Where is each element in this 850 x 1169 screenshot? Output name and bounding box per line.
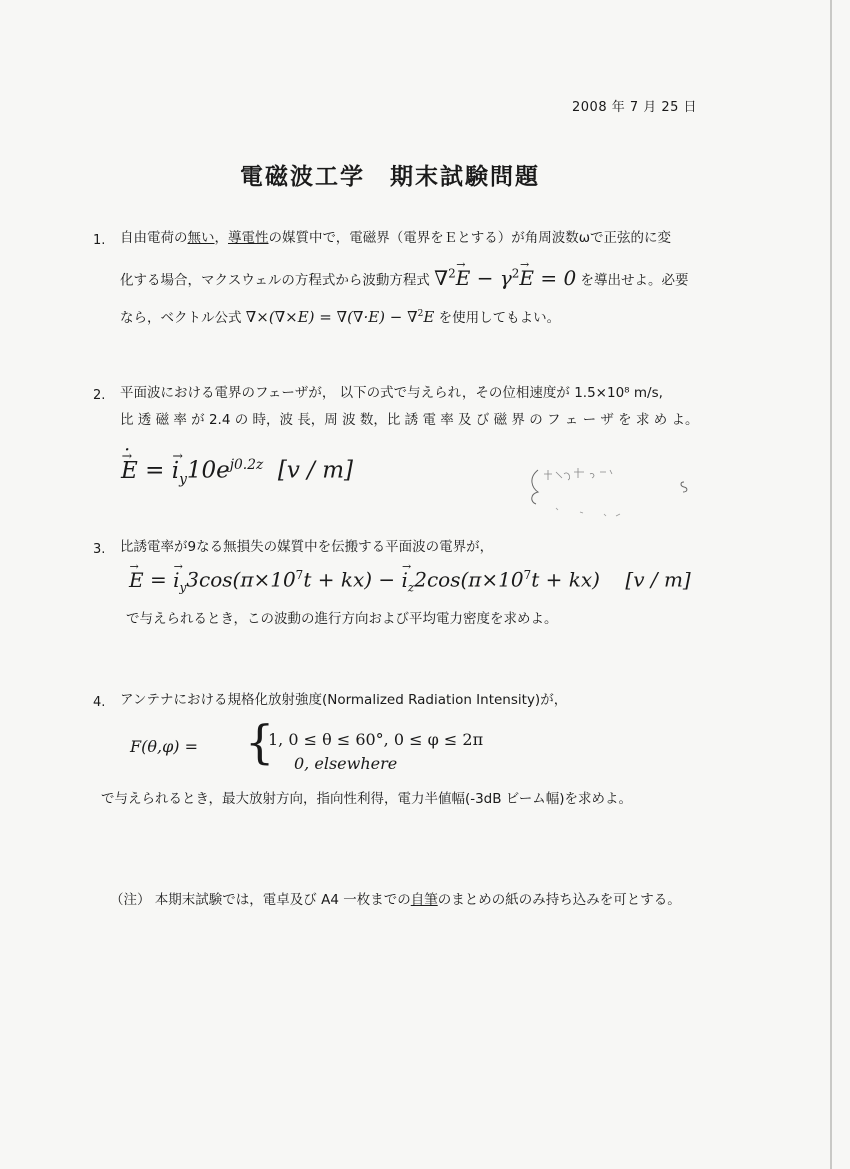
question-line: で与えられるとき，最大放射方向，指向性利得，電力半値幅(-3dB ビーム幅)を求めよ。 [101,791,633,807]
case-one: 1, 0 ≤ θ ≤ 60°, 0 ≤ φ ≤ 2π [268,730,484,749]
radiation-intensity-function [130,715,510,788]
electric-field-equation: → E = → $i_y3\cos(\pi\times 10^7t + kx)$ − → $i_z2\cos(\pi\times 10^7t + kx)$ [v / m] [129,569,691,594]
function-label: F(θ,φ) = [130,737,198,756]
exam-note: （注） 本期末試験では，電卓及び A4 一枚までの自筆のまとめの紙のみ持ち込みを可とする。 [110,892,681,908]
question-number: 3. [93,542,106,557]
page-title: 電磁波工学 期末試験問題 [240,164,540,190]
question-line: アンテナにおける規格化放射強度(Normalized Radiation Intensity)が， [120,692,568,708]
question-number: 2. [93,388,106,403]
question-number: 1. [93,233,106,248]
wave-equation: $\nabla^2\to E - \gamma^2\to E = 0$ [434,266,576,290]
exam-date: 2008 年 7 月 25 日 [572,100,698,115]
question-line: 平面波における電界のフェーザが， 以下の式で与えられ，その位相速度が 1.5×10⁸ m/s, [120,385,663,401]
vector-identity: ∇×(∇×E) = ∇(∇·E) − ∇$^2$E [245,308,435,326]
question-line: で与えられるとき，この波動の進行方向および平均電力密度を求めよ。 [126,611,558,627]
question-line: 比誘電率が9なる無損失の媒質中を伝搬する平面波の電界が， [120,539,494,555]
case-two: 0, elsewhere [294,754,398,773]
piecewise-brace: { [245,715,275,769]
question-line: 化する場合，マクスウェルの方程式から波動方程式 $\nabla^2\to E - \gamma^2\to E = 0$ を導出せよ。必要 [120,267,689,288]
handwritten-scribble [520,464,720,534]
question-line: 自由電荷の無い，導電性の媒質中で，電磁界（電界をＥとする）が角周波数ωで正弦的に変 [120,230,672,246]
question-number: 4. [93,695,106,710]
question-line: 比 透 磁 率 が 2.4 の 時，波 長，周 波 数，比 誘 電 率 及 び 磁 界 の フ ェ ー ザ を 求 め よ。 [120,412,699,428]
page-edge [830,0,832,1169]
question-line: なら，ベクトル公式 ∇×(∇×E) = ∇(∇·E) − ∇$^2$E を使用してもよい。 [120,308,561,326]
electric-field-phasor: → E · = → $i_y10e^{j0.2z}$ [v / m] [121,459,353,487]
